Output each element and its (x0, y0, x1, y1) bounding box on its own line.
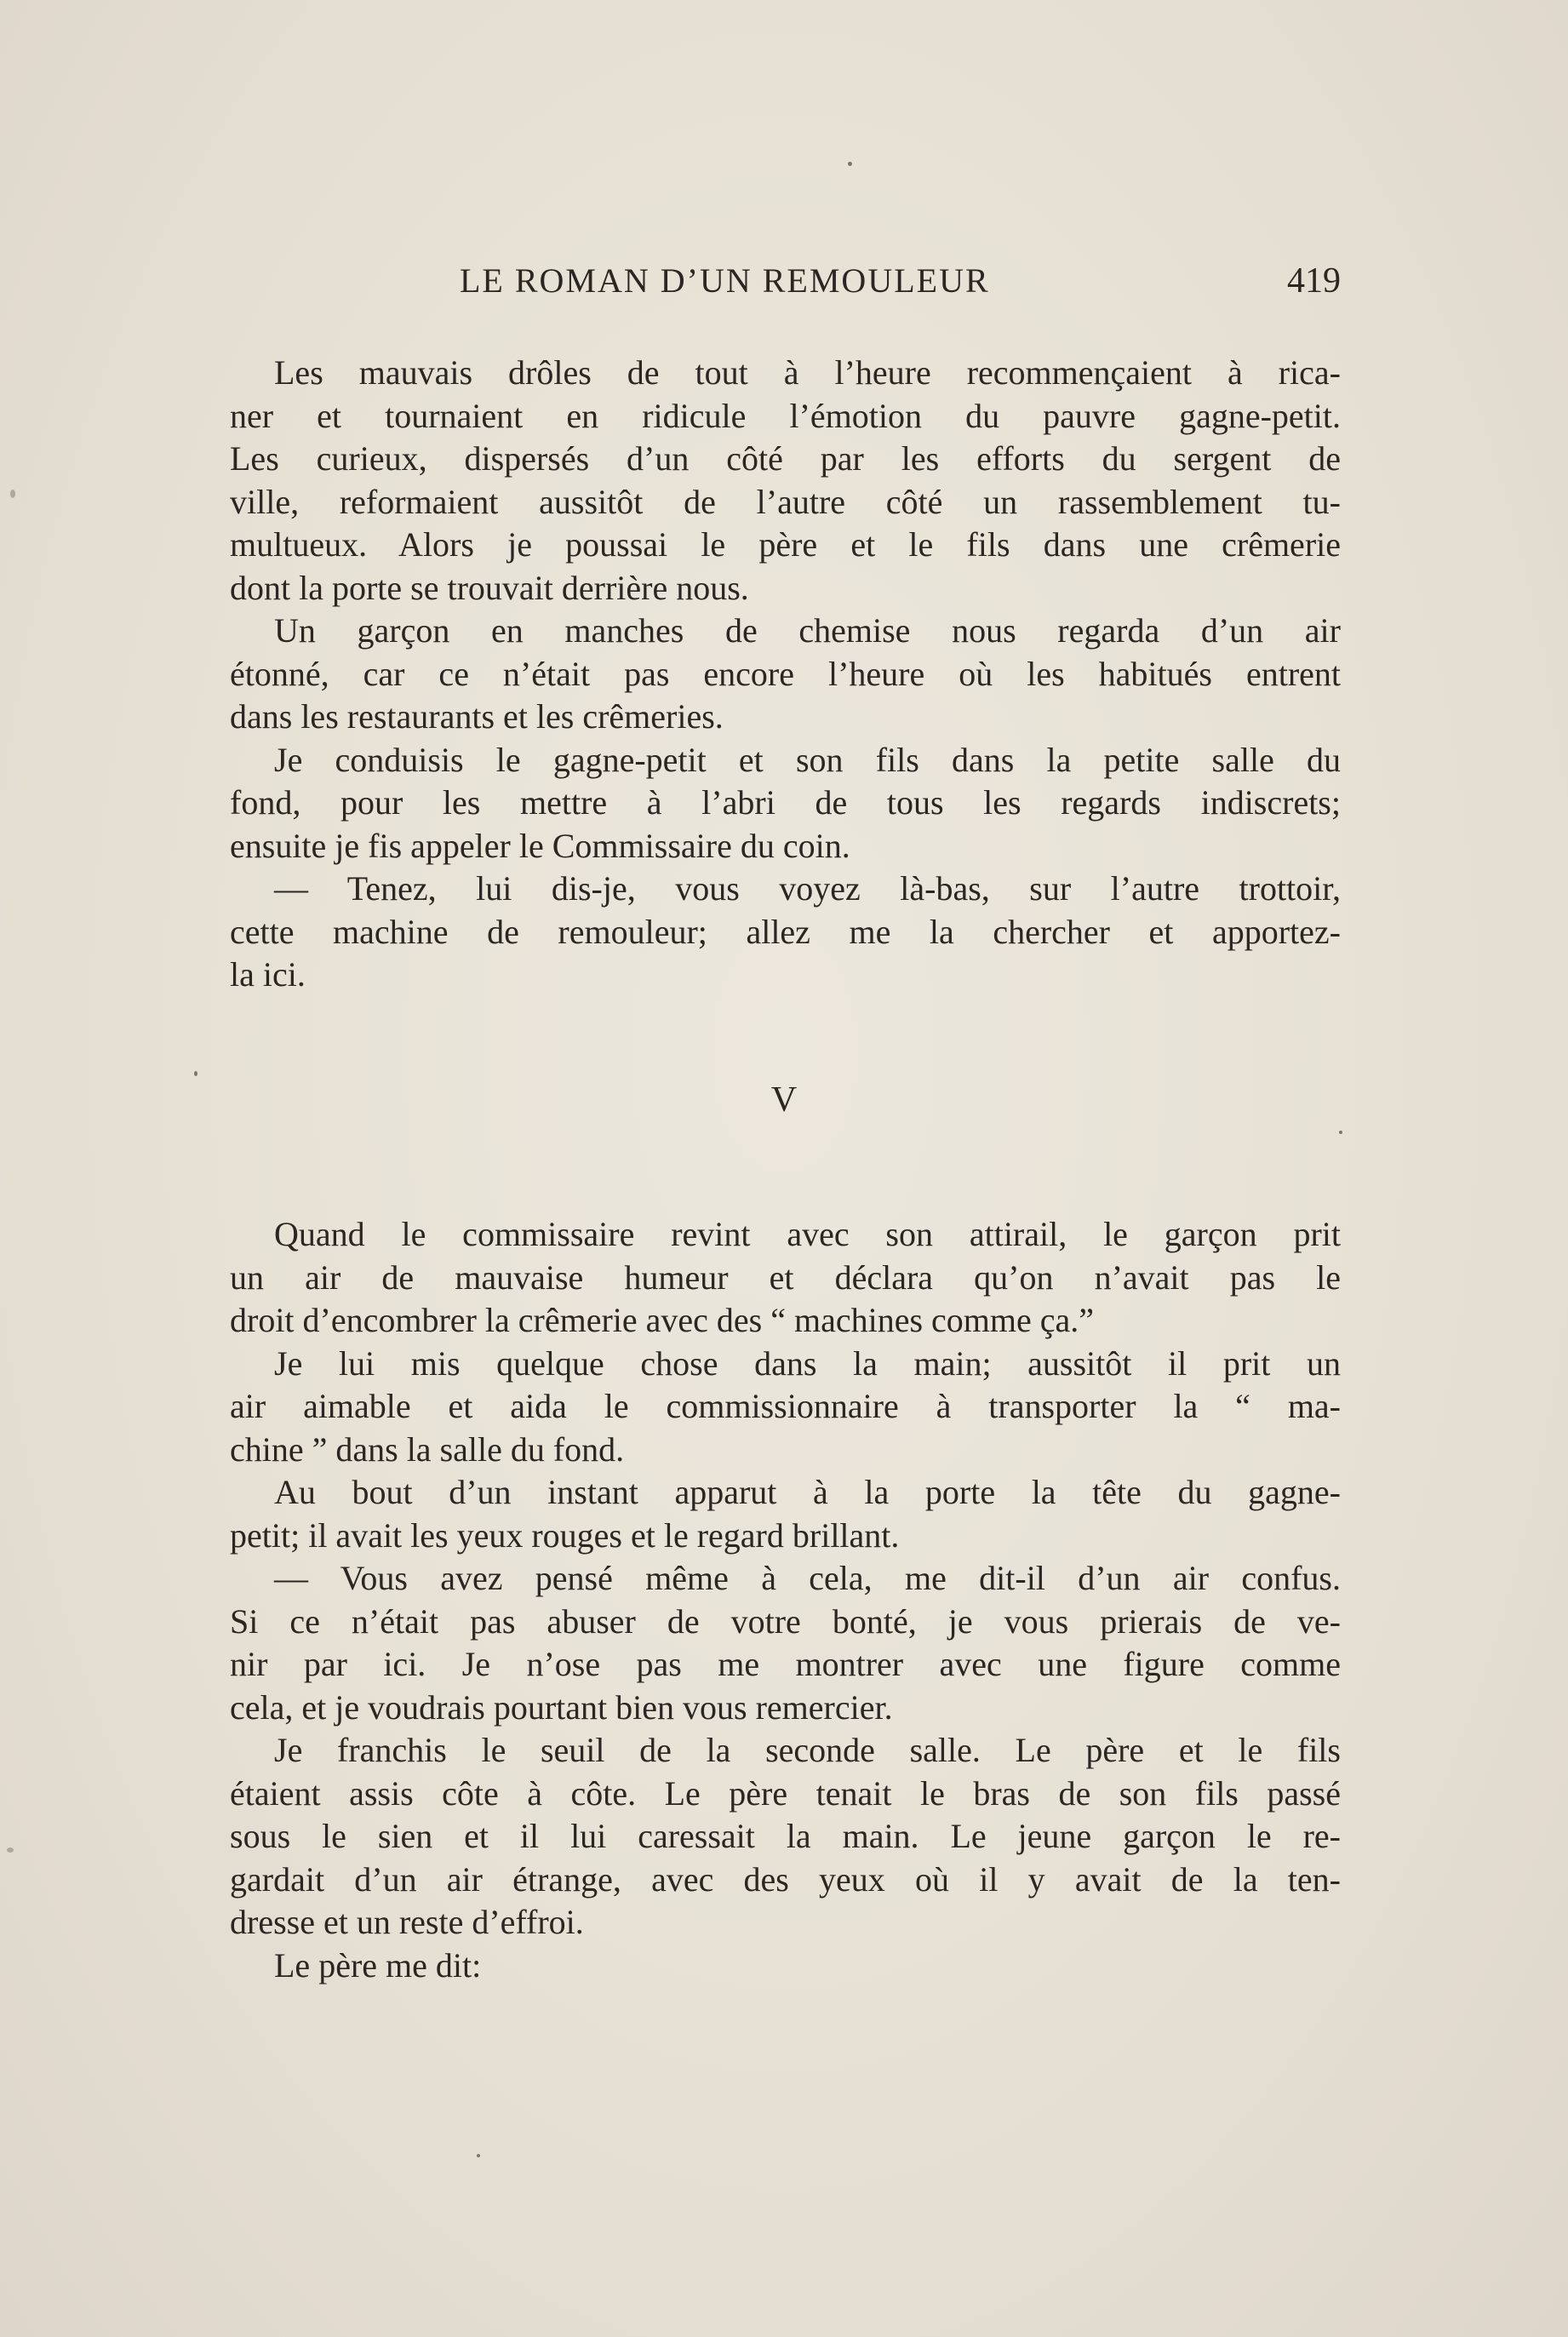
text-line: Je franchis le seuil de la seconde salle. Le père et le fils (274, 1731, 1341, 1769)
text-line: air aimable et aida le commissionnaire à transporter la “ ma- (230, 1387, 1341, 1425)
text-line: droit d’encombrer la crêmerie avec des “ machines comme ça.” (230, 1301, 1095, 1339)
text-line: ville, reformaient aussitôt de l’autre côté un rassemblement tu- (230, 482, 1341, 521)
text-line: étonné, car ce n’était pas encore l’heure où les habitués entrent (230, 654, 1341, 693)
scan-speck (7, 1847, 14, 1853)
text-line: ensuite je fis appeler le Commissaire du coin. (230, 826, 850, 865)
text-line: multueux. Alors je poussai le père et le fils dans une crêmerie (230, 525, 1341, 564)
text-line: — Vous avez pensé même à cela, me dit-il d’un air confus. (274, 1559, 1341, 1597)
text-line: Au bout d’un instant apparut à la porte la tête du gagne- (274, 1473, 1341, 1511)
text-line: Les mauvais drôles de tout à l’heure recommençaient à rica- (274, 353, 1341, 392)
scan-speck (194, 1071, 197, 1076)
text-line: Je lui mis quelque chose dans la main; aussitôt il prit un (274, 1343, 1341, 1383)
text-line: — Tenez, lui dis-je, vous voyez là-bas, sur l’autre trottoir, (274, 869, 1341, 908)
running-head (230, 255, 1341, 306)
text-line: gardait d’un air étrange, avec des yeux où il y avait de la ten- (230, 1859, 1341, 1899)
text-line: Quand le commissaire revint avec son attirail, le garçon prit (274, 1215, 1341, 1253)
text-line: Je conduisis le gagne-petit et son fils dans la petite salle du (274, 740, 1341, 779)
text-line: la ici. (230, 955, 306, 994)
text-line: chine ” dans la salle du fond. (230, 1429, 625, 1469)
text-line: étaient assis côte à côte. Le père tenait le bras de son fils passé (230, 1773, 1341, 1813)
scan-speck (477, 2154, 480, 2157)
running-title: LE ROMAN D’UN REMOULEUR (460, 261, 990, 300)
scan-speck (10, 490, 15, 498)
text-line: dont la porte se trouvait derrière nous. (230, 568, 749, 607)
text-line: Le père me dit: (274, 1945, 482, 1985)
text-line: cela, et je voudrais pourtant bien vous remercier. (230, 1687, 893, 1727)
scan-speck (848, 162, 852, 166)
page-number: 419 (1287, 261, 1341, 301)
text-line: un air de mauvaise humeur et déclara qu’on n’avait pas le (230, 1257, 1341, 1297)
text-block-section-v (230, 1213, 1341, 1987)
text-line: dans les restaurants et les crêmeries. (230, 697, 724, 736)
text-block-before-section (230, 352, 1341, 997)
text-line: nir par ici. Je n’ose pas me montrer avec une figure comme (230, 1645, 1341, 1683)
text-line: sous le sien et il lui caressait la main. Le jeune garçon le re- (230, 1817, 1341, 1855)
text-line: ner et tournaient en ridicule l’émotion du pauvre gagne-petit. (230, 396, 1341, 435)
text-line: Si ce n’était pas abuser de votre bonté, je vous prierais de ve- (230, 1601, 1341, 1641)
text-line: petit; il avait les yeux rouges et le regard brillant. (230, 1515, 900, 1555)
text-line: dresse et un reste d’effroi. (230, 1903, 584, 1941)
text-line: cette machine de remouleur; allez me la chercher et apportez- (230, 912, 1341, 951)
text-line: fond, pour les mettre à l’abri de tous les regards indiscrets; (230, 783, 1341, 822)
text-line: Un garçon en manches de chemise nous regarda d’un air (274, 611, 1341, 650)
section-heading: V (770, 1080, 798, 1120)
text-line: Les curieux, dispersés d’un côté par les efforts du sergent de (230, 439, 1341, 478)
scan-speck (1339, 1131, 1342, 1134)
